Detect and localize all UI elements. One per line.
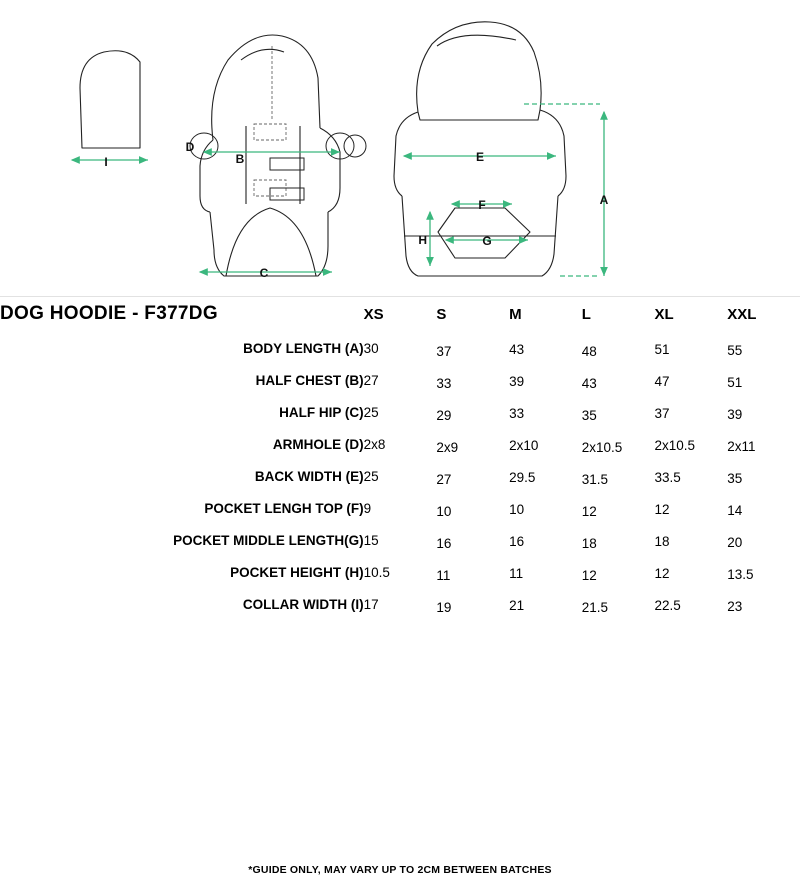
measurement-labels	[104, 140, 608, 280]
cell-half-hip-m: 33	[509, 406, 525, 421]
row-label-pocket-length-top: POCKET LENGH TOP (F)	[204, 500, 364, 516]
cell-half-chest-l: 43	[581, 375, 597, 391]
label-e: E	[475, 150, 485, 164]
table-header-row	[0, 296, 800, 332]
cell-half-hip-xxl: 39	[727, 407, 743, 422]
label-h: H	[418, 233, 427, 247]
cell-body-length-l: 48	[581, 343, 597, 359]
size-chart-table-wrap	[0, 296, 800, 876]
header-divider	[0, 296, 800, 297]
cell-armhole-xs: 2x8	[363, 436, 386, 452]
cell-armhole-l: 2x10.5	[581, 439, 623, 455]
row-label-armhole: ARMHOLE (D)	[272, 436, 364, 452]
cell-collar-width-xxl: 23	[727, 599, 743, 614]
label-c: C	[259, 266, 269, 280]
label-i: I	[104, 155, 108, 169]
cell-half-chest-s: 33	[436, 376, 452, 391]
label-d: D	[185, 140, 195, 154]
label-g: G	[482, 234, 492, 248]
cell-back-width-l: 31.5	[581, 471, 609, 487]
hood-piece-outline	[80, 51, 140, 148]
cell-pocket-height-xs: 10.5	[363, 564, 390, 580]
garment-diagram-svg	[0, 0, 800, 300]
table-row	[0, 588, 800, 620]
cell-body-length-xs: 30	[363, 340, 379, 356]
label-f: F	[478, 198, 486, 212]
cell-pocket-height-m: 11	[509, 566, 524, 581]
row-label-body-length: BODY LENGTH (A)	[243, 340, 364, 356]
back-pocket-outline	[438, 208, 530, 258]
row-label-collar-width: COLLAR WIDTH (I)	[242, 596, 364, 612]
cell-pocket-middle-length-m: 16	[509, 534, 525, 549]
table-row	[0, 364, 800, 396]
cell-half-hip-l: 35	[581, 407, 597, 423]
cell-pocket-middle-length-s: 16	[436, 536, 452, 551]
size-chart-table	[0, 296, 800, 620]
cell-collar-width-m: 21	[509, 598, 525, 613]
table-row	[0, 524, 800, 556]
row-label-back-width: BACK WIDTH (E)	[254, 468, 364, 484]
label-b: B	[235, 152, 245, 166]
cell-body-length-s: 37	[436, 344, 452, 359]
cell-back-width-xl: 33.5	[654, 469, 681, 485]
cell-pocket-middle-length-xxl: 20	[727, 535, 743, 550]
cell-back-width-xs: 25	[363, 468, 379, 484]
column-header-m: M	[509, 305, 522, 323]
cell-pocket-height-s: 11	[436, 568, 451, 583]
cell-collar-width-xl: 22.5	[654, 597, 681, 613]
cell-collar-width-s: 19	[436, 600, 452, 615]
garment-diagram	[0, 0, 800, 300]
cell-pocket-middle-length-xs: 15	[363, 532, 379, 548]
cell-half-chest-xl: 47	[654, 373, 670, 389]
cell-back-width-xxl: 35	[727, 471, 743, 486]
cell-half-chest-m: 39	[509, 374, 525, 389]
front-view-detail-dashes	[254, 46, 286, 196]
column-header-xs: XS	[363, 305, 384, 323]
column-header-xxl: XXL	[727, 305, 757, 323]
cell-body-length-m: 43	[509, 342, 525, 357]
column-header-xl: XL	[654, 305, 674, 323]
footnote: *GUIDE ONLY, MAY VARY UP TO 2CM BETWEEN BATCHES	[248, 864, 552, 876]
cell-collar-width-xs: 17	[363, 596, 379, 612]
cell-armhole-xxl: 2x11	[727, 439, 756, 454]
table-row	[0, 460, 800, 492]
table-row	[0, 396, 800, 428]
cell-back-width-s: 27	[436, 472, 452, 487]
column-header-l: L	[581, 305, 591, 323]
cell-pocket-length-top-l: 12	[581, 503, 597, 519]
row-label-pocket-height: POCKET HEIGHT (H)	[230, 564, 364, 580]
page-title: DOG HOODIE - F377DG	[0, 303, 218, 324]
label-a: A	[599, 193, 609, 207]
column-header-s: S	[436, 305, 447, 323]
cell-back-width-m: 29.5	[509, 470, 536, 485]
table-row	[0, 492, 800, 524]
cell-pocket-height-xxl: 13.5	[727, 567, 754, 582]
cell-half-hip-xs: 25	[363, 404, 379, 420]
cell-armhole-xl: 2x10.5	[654, 437, 696, 453]
cell-pocket-height-xl: 12	[654, 565, 670, 581]
cell-pocket-length-top-xs: 9	[363, 500, 372, 516]
cell-collar-width-l: 21.5	[581, 599, 609, 615]
front-view-outline	[200, 35, 340, 276]
measurement-lines	[72, 104, 604, 276]
row-label-half-chest: HALF CHEST (B)	[255, 372, 364, 388]
table-row	[0, 556, 800, 588]
cell-pocket-middle-length-xl: 18	[654, 533, 670, 549]
cell-armhole-s: 2x9	[436, 440, 459, 455]
cell-pocket-height-l: 12	[581, 567, 597, 583]
cell-body-length-xxl: 55	[727, 343, 743, 358]
cell-half-hip-s: 29	[436, 408, 452, 423]
cell-half-chest-xs: 27	[363, 372, 379, 388]
table-row	[0, 332, 800, 364]
cell-half-hip-xl: 37	[654, 405, 670, 421]
cell-body-length-xl: 51	[654, 341, 670, 357]
cell-pocket-middle-length-l: 18	[581, 535, 597, 551]
front-pocket-openings	[270, 158, 304, 200]
row-label-pocket-middle-length: POCKET MIDDLE LENGTH(G)	[173, 532, 364, 548]
cell-pocket-length-top-s: 10	[436, 504, 452, 519]
cell-armhole-m: 2x10	[509, 438, 539, 453]
cell-pocket-length-top-xxl: 14	[727, 503, 743, 518]
cell-pocket-length-top-xl: 12	[654, 501, 670, 517]
table-row	[0, 428, 800, 460]
cell-half-chest-xxl: 51	[727, 375, 743, 390]
cell-pocket-length-top-m: 10	[509, 502, 525, 517]
row-label-half-hip: HALF HIP (C)	[279, 404, 364, 420]
